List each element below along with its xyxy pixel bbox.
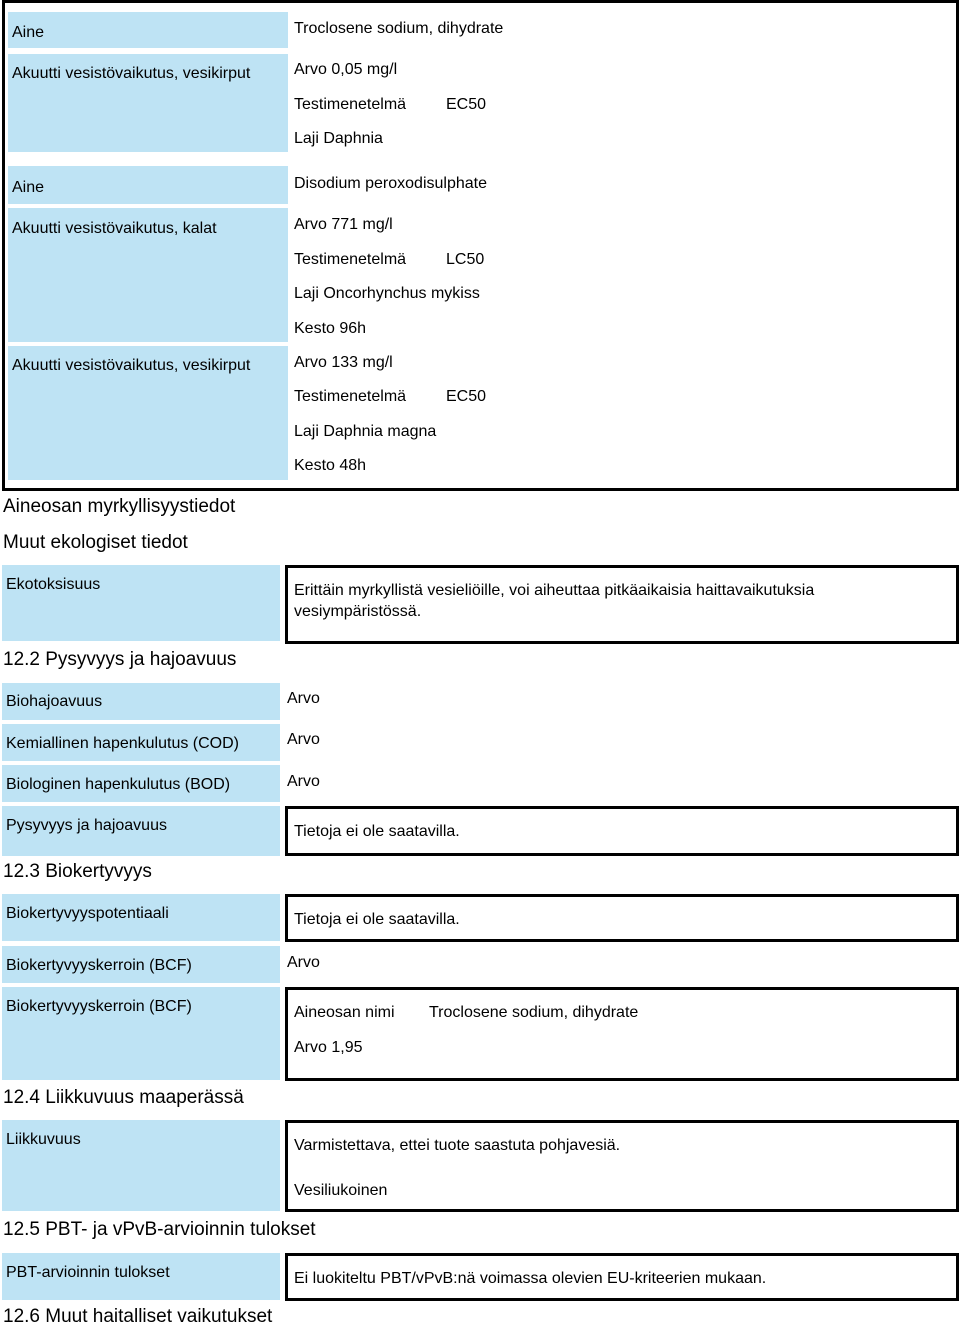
- bcf-value: Arvo: [287, 954, 320, 971]
- effect-label-daphnia: Akuutti vesistövaikutus, vesikirput: [8, 346, 288, 480]
- bcf-component-label: Biokertyvyyskerroin (BCF): [2, 987, 280, 1080]
- mobility-label: Liikkuvuus: [2, 1120, 280, 1211]
- cod-label: Kemiallinen hapenkulutus (COD): [2, 724, 280, 761]
- component-name-value: Troclosene sodium, dihydrate: [429, 1004, 639, 1021]
- bcf-component-arvo: Arvo 1,95: [294, 1039, 363, 1056]
- section-12-6-title: 12.6 Muut haitalliset vaikutukset: [3, 1306, 273, 1327]
- aine-label: Aine: [8, 166, 288, 204]
- section-12-3-title: 12.3 Biokertyvyys: [3, 861, 152, 882]
- aine-value: Troclosene sodium, dihydrate: [294, 20, 504, 37]
- daphnia-arvo-value: Arvo 133 mg/l: [294, 354, 393, 371]
- ecotox-label: Ekotoksisuus: [2, 565, 280, 641]
- effect-label-fish: Akuutti vesistövaikutus, kalat: [8, 208, 288, 342]
- biodegradability-value: Arvo: [287, 690, 320, 707]
- section-12-4-title: 12.4 Liikkuvuus maaperässä: [3, 1087, 244, 1108]
- species-value: Laji Daphnia: [294, 130, 383, 147]
- arvo-value: Arvo 0,05 mg/l: [294, 61, 398, 78]
- ecotox-value: Erittäin myrkyllistä vesieliöille, voi aiheuttaa pitkäaikaisia haittavaikutuksia vesiympäristössä.: [294, 582, 815, 620]
- section-12-2-title: 12.2 Pysyvyys ja hajoavuus: [3, 649, 237, 670]
- fish-duration-value: Kesto 96h: [294, 320, 367, 337]
- fish-species-value: Laji Oncorhynchus mykiss: [294, 285, 480, 302]
- fish-test-method-value: LC50: [446, 251, 485, 268]
- heading-toxicity-info: Aineosan myrkyllisyystiedot: [3, 496, 236, 517]
- mobility-line-2: Vesiliukoinen: [294, 1182, 388, 1199]
- test-method-label: Testimenetelmä: [294, 96, 407, 113]
- pbt-value: Ei luokiteltu PBT/vPvB:nä voimassa olevien EU-kriteerien mukaan.: [294, 1270, 767, 1287]
- persistence-value: Tietoja ei ole saatavilla.: [294, 823, 460, 840]
- daphnia-test-method-label: Testimenetelmä: [294, 388, 407, 405]
- section-12-5-title: 12.5 PBT- ja vPvB-arvioinnin tulokset: [3, 1219, 316, 1240]
- bioaccumulation-potential-label: Biokertyvyyspotentiaali: [2, 894, 280, 941]
- pbt-label: PBT-arvioinnin tulokset: [2, 1253, 280, 1300]
- daphnia-duration-value: Kesto 48h: [294, 457, 367, 474]
- component-name-label: Aineosan nimi: [294, 1004, 395, 1021]
- bioaccumulation-potential-value: Tietoja ei ole saatavilla.: [294, 911, 460, 928]
- daphnia-species-value: Laji Daphnia magna: [294, 423, 437, 440]
- heading-other-ecological-info: Muut ekologiset tiedot: [3, 532, 188, 553]
- fish-test-method-label: Testimenetelmä: [294, 251, 407, 268]
- bod-value: Arvo: [287, 773, 320, 790]
- bcf-label: Biokertyvyyskerroin (BCF): [2, 946, 280, 983]
- daphnia-test-method-value: EC50: [446, 388, 487, 405]
- bod-label: Biologinen hapenkulutus (BOD): [2, 765, 280, 802]
- biodegradability-label: Biohajoavuus: [2, 683, 280, 720]
- aine-label: Aine: [8, 12, 288, 48]
- cod-value: Arvo: [287, 731, 320, 748]
- fish-arvo-value: Arvo 771 mg/l: [294, 216, 393, 233]
- effect-label-daphnia: Akuutti vesistövaikutus, vesikirput: [8, 54, 288, 152]
- test-method-value: EC50: [446, 96, 487, 113]
- mobility-line-1: Varmistettava, ettei tuote saastuta pohjavesiä.: [294, 1137, 621, 1154]
- persistence-label: Pysyvyys ja hajoavuus: [2, 806, 280, 856]
- aine-value: Disodium peroxodisulphate: [294, 175, 487, 192]
